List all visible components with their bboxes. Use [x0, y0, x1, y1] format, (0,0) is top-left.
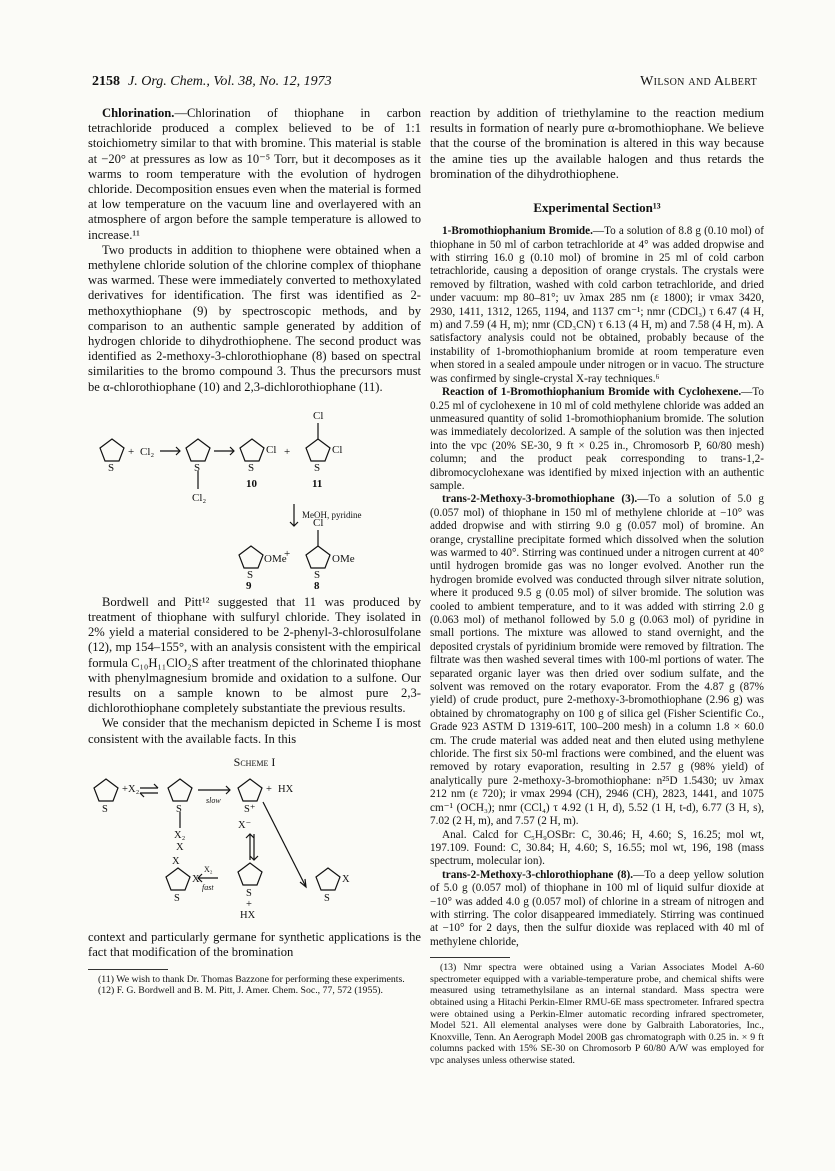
sulfonium-label: S⁺: [244, 804, 256, 816]
hx-label: HX: [240, 910, 256, 921]
paragraph: reaction by addition of triethylamine to the reaction medium results in formation of nearly pure α-bromothiophane. We believe that the course of the bromination is altered in this way because the amine ties up the available halogen and thus retards the bromination of the dihydrothiophene.: [430, 106, 764, 181]
running-authors: Wilson and Albert: [640, 74, 757, 89]
page-header: [92, 74, 757, 94]
plus-sign: +: [128, 445, 135, 458]
sulfur-label: S: [194, 461, 201, 474]
right-column: [430, 106, 764, 1067]
sulfur-label: S: [314, 461, 321, 474]
plus-sign: +: [122, 784, 128, 796]
sulfur-label: S: [314, 568, 321, 581]
plus-sign: +: [246, 899, 252, 911]
procedure-title: trans-2-Methoxy-3-bromothiophane (3).: [442, 493, 638, 506]
footnote-rule: [430, 957, 510, 958]
dihydrothiophene-ring: [238, 863, 262, 885]
paragraph: context and particularly germane for synthetic applications is the fact that modification of the bromination: [88, 930, 421, 960]
ring-10: [240, 439, 264, 461]
halogen-label: X₂: [128, 784, 140, 796]
halogen-label: X: [192, 874, 200, 886]
compound-number-11: 11: [312, 477, 323, 490]
plus-sign: +: [284, 445, 291, 458]
compound-number-9: 9: [246, 579, 252, 591]
fast-step-label: fast: [202, 883, 214, 893]
reagent-label: MeOH, pyridine: [302, 509, 362, 520]
sulfur-label: S: [102, 804, 108, 816]
paragraph: We consider that the mechanism depicted in Scheme I is most consistent with the available facts. In this: [88, 716, 421, 746]
paragraph: Two products in addition to thiophene were obtained when a methylene chloride solution of the chlorine complex of thiophane was warmed. These were immediately converted to methoxylated derivatives for identification. The first was identified as 2-methoxythiophane (9) by spectroscopic methods, and by comparison to an authentic sample generated by addition of hydrogen chloride to dihydrothiophene. The second product was identified as 2-methoxy-3-chlorothiophane (8) based on spectral similarities to the bromo compound 3. Thus the precursors must be α-chlorothiophane (10) and 2,3-dichlorothiophane (11).: [88, 242, 421, 394]
ring-11: [306, 439, 330, 461]
halogen-label: X: [176, 842, 184, 854]
sulfur-label: S: [247, 568, 254, 581]
procedure-paragraph: Reaction of 1-Bromothiophanium Bromide with Cyclohexene.—To 0.25 ml of cyclohexene in 10 ml of cold methylene chloride was added an unmeasured quantity of solid 1-bromothiophanium bromide. The solution was immediately decolorized. A sample of the solution was then injected into the vpc (20% SE-30, 9 ft × 0.25 in., Chromosorb P, 60/80 mesh) column; and the product peak corresponding to trans-1,2-dibromocyclohexane was identified by mixed injection with an authentic sample.: [430, 386, 764, 492]
halogen-label: X: [342, 874, 350, 886]
plus-sign: +: [284, 547, 291, 560]
methoxy-label: OMe: [332, 552, 355, 565]
cl-substituent-label: Cl: [332, 443, 343, 456]
sulfur-label: S: [324, 893, 330, 905]
footnotes-left: [88, 969, 421, 997]
hx-label: HX: [278, 784, 294, 796]
sulfonium-ring: [238, 779, 262, 801]
section-run-in-heading: Chlorination.: [102, 106, 175, 120]
journal-citation: J. Org. Chem., Vol. 38, No. 12, 1973: [128, 74, 332, 89]
footnote-rule: [88, 969, 168, 970]
procedure-title: trans-2-Methoxy-3-chlorothiophane (8).: [442, 868, 634, 881]
ring-8: [306, 546, 330, 568]
cl-substituent-label: Cl: [313, 516, 324, 529]
experimental-section-heading: Experimental Section¹³: [533, 200, 661, 216]
slow-step-label: slow: [206, 796, 221, 806]
halide-anion-label: X⁻: [238, 820, 252, 832]
methoxy-label: OMe: [264, 552, 287, 565]
chlorine-label: Cl₂: [192, 491, 207, 504]
halogen-label: X: [172, 856, 180, 868]
procedure-title: 1-Bromothiophanium Bromide.: [442, 225, 593, 238]
scheme-caption: Scheme I: [233, 754, 276, 769]
paragraph: Chlorination.—Chlorination of thiophane in carbon tetrachloride produced a complex believed to be of 1:1 stoichiometry similar to that with bromine. This material is stable at −20° at pressures as low as 10⁻⁵ Torr, but it decomposes as it warms to room temperature with the evolution of hydrogen chloride. Decomposition ensues even when the material is formed at low temperature on the vacuum line and overlayered with an atmosphere of argon before the sample temperature is allowed to increase.¹¹: [88, 106, 421, 242]
page-number: 2158: [92, 74, 120, 89]
procedure-paragraph: trans-2-Methoxy-3-chlorothiophane (8).—To a deep yellow solution of 5.0 g (0.057 mol) of thiophane in 100 ml of liquid sulfur dioxide at −10° was added 4.0 g (0.057 mol) of chlorine in a stream of nitrogen and with stirring. The color disappeared immediately. Stirring was continued at −10° for 2 days, then the sulfur dioxide was replaced with 40 ml of methylene chloride,: [430, 868, 765, 948]
procedure-title: Reaction of 1-Bromothiophanium Bromide with Cyclohexene.: [442, 386, 742, 399]
product-ring: [316, 868, 340, 890]
halogen-label: X₂: [174, 830, 186, 842]
procedure-paragraph: trans-2-Methoxy-3-bromothiophane (3).—To a solution of 5.0 g (0.057 mol) of thiophane in 150 ml of methylene chloride at −10° was added dropwise and with stirring 9.0 g (0.057 mol) of bromine. An orange, crystalline precipitate formed which dissolved when the solution was warmed to 40°. Stirring was continued under a nitrogen current at 40° until hydrogen bromide gas was no longer evolved. Another run the hydrogen bromide evolved was conducted through silver nitrate solution, where it produced 9.5 g (0.05 mol) of silver bromide. The solution was cooled to ambient temperature, and to it was added with stirring 2.0 g (0.063 mol) of methanol followed by 5.0 g (0.063 mol) of pyridine in small portions. The mixture was allowed to stand overnight, and the deposited crystals of pyridinium bromide were removed by filtration. The filtrate was then washed several times with 100-ml portions of water. The separated organic layer was then dried over sodium sulfate, and the solvent was removed on the rotary evaporator. From the 4.87 g (87% yield) of crude product, pure 2-methoxy-3-bromothiophane (2.96 g) was obtained by chromatography on 100 g of silica gel (Fisher Scientific Co., Grade 923 ASTM D 1319-61T, 100–200 mesh) in a column 1.8 × 60.0 cm. The crude material was added neat and then eluted using methylene chloride. The first six 50-ml fractions were combined, and the eluent was removed by rotary evaporation, resulting in 2.57 g (98% yield) of analytically pure 2-methoxy-3-bromothiophane: n²⁵D 1.5430; uv λmax 212 nm (ε 720); ir νmax 2994 (CH), 2946 (CH), 2823, 1441, and 1075 cm⁻¹ (OCH₃); nmr (CCl₄) τ 4.92 (1 H, d), 5.52 (1 H, t-d), 6.77 (3 H, s), 7.02 (2 H, m), and 7.57 (2 H, m).: [430, 493, 764, 828]
left-column: [88, 106, 421, 997]
dichloride-ring: [166, 868, 190, 890]
cl-substituent-label: Cl: [313, 409, 324, 422]
sulfur-label: S: [174, 893, 180, 905]
reaction-figure: [88, 401, 421, 591]
halogen-label: X₂: [204, 865, 213, 875]
analysis-paragraph: Anal. Calcd for C₅H₉OSBr: C, 30.46; H, 4.60; S, 16.25; mol wt, 197.109. Found: C, 30.84; H, 4.60; S, 16.55; mol wt, 196, 198 (mass spectrum, molecular ion).: [430, 828, 764, 868]
sulfur-label: S: [248, 461, 255, 474]
footnote-13: (13) Nmr spectra were obtained using a Varian Associates Model A-60 spectrometer equipped with a variable-temperature probe, and chemical shifts were measured using tetramethylsilane as an internal standard. Mass spectra were obtained using a Hitachi Perkin-Elmer RMU-6E mass spectrometer. Infrared spectra were obtained using a Perkin-Elmer automatic recording infrared spectrometer, Model 521. All elemental analyses were done by Galbraith Laboratories, Inc., Knoxville, Tenn. An Aerograph Model 200B gas chromatograph with 0.25 in. × 9 ft columns packed with 15% SE-30 on Chromosorb P 60/80 A/W was employed for vpc analyses unless otherwise stated.: [430, 962, 764, 1066]
sulfur-label: S: [246, 888, 252, 900]
compound-number-8: 8: [314, 579, 320, 591]
experimental-section: [430, 225, 764, 949]
procedure-paragraph: 1-Bromothiophanium Bromide.—To a solution of 8.8 g (0.10 mol) of thiophane in 50 ml of carbon tetrachloride at 4° was added dropwise and with stirring 16.0 g (0.10 mol) of bromine in 25 ml of cold carbon tetrachloride, causing a deposition of orange crystals. The crystals were removed by filtration, washed with cold carbon tetrachloride, and dried under vacuum: mp 80–81°; uv λmax 285 nm (ε 1800); ir νmax 3420, 2930, 1411, 1312, 1265, 1194, and 1137 cm⁻¹; nmr (CDCl₃) τ 6.47 (4 H, m) and 7.59 (4 H, m); nmr (CD₃CN) τ 6.13 (4 H, m) and 7.58 (4 H, m). A satisfactory analysis could not be obtained, probably because of the instability of 1-bromothiophanium bromide at room temperature even when stored in a sealed ampoule under nitrogen or in vacuo. The structure was confirmed by single-crystal X-ray techniques.⁶: [430, 225, 764, 385]
footnotes-right: [430, 957, 764, 1066]
paragraph: Bordwell and Pitt¹² suggested that 11 was produced by treatment of thiophane with sulfuryl chloride. They isolated in 2% yield a material considered to be 2-phenyl-3-chlorosulfolane (12), mp 154–155°, with an analysis consistent with the empirical formula C₁₀H₁₁ClO₂S after treatment of the chlorinated thiophane with phenylmagnesium bromide and oxidation to a sulfone. Our results on a sample known to be almost pure 2,3-dichlorothiophane completely substantiate the previous results.: [88, 594, 421, 716]
footnote-11: (11) We wish to thank Dr. Thomas Bazzone for performing these experiments.: [98, 973, 405, 985]
mechanism-scheme: [88, 772, 421, 920]
sulfur-label: S: [176, 804, 182, 816]
sulfur-label: S: [108, 461, 115, 474]
thiophane-ring: [100, 439, 124, 461]
plus-sign: +: [266, 784, 272, 796]
complex-ring: [168, 779, 192, 801]
header-left: [92, 74, 332, 90]
chlorine-label: Cl₂: [140, 445, 155, 458]
complex-ring: [186, 439, 210, 461]
cl-substituent-label: Cl: [266, 443, 277, 456]
ring-9: [239, 546, 263, 568]
footnote-12: (12) F. G. Bordwell and B. M. Pitt, J. Amer. Chem. Soc., 77, 572 (1955).: [98, 985, 383, 997]
thiophane-ring: [94, 779, 118, 801]
compound-number-10: 10: [246, 477, 257, 490]
